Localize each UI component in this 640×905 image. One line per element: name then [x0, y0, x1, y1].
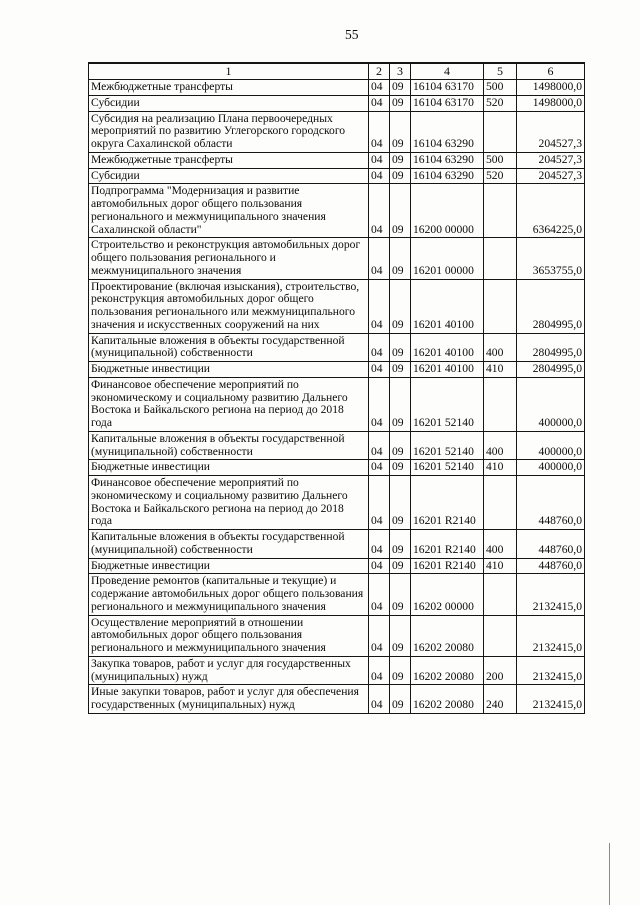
- expense-type-cell: 410: [484, 362, 517, 378]
- target-article-cell: 16201 00000: [411, 238, 484, 279]
- budget-table-body: [89, 80, 585, 714]
- row-name-cell: Закупка товаров, работ и услуг для государственных (муниципальных) нужд: [89, 656, 369, 685]
- amount-cell: 2132415,0: [517, 685, 585, 714]
- row-name-cell: Проектирование (включая изыскания), строительство, реконструкция автомобильных дорог общего пользования регионального или межмуниципального значения и искусственных сооружений на них: [89, 279, 369, 333]
- subsection-code-cell: 09: [390, 574, 411, 615]
- row-name-cell: Иные закупки товаров, работ и услуг для обеспечения государственных (муниципальных) нужд: [89, 685, 369, 714]
- row-name-cell: Строительство и реконструкция автомобильных дорог общего пользования регионального и межмуниципального значения: [89, 238, 369, 279]
- row-name-cell: Осуществление мероприятий в отношении автомобильных дорог общего пользования регионального и межмуниципального значения: [89, 615, 369, 656]
- row-name-cell: Подпрограмма "Модернизация и развитие автомобильных дорог общего пользования регионального и межмуниципального значения Сахалинской области": [89, 184, 369, 238]
- section-code-cell: 04: [369, 476, 390, 530]
- amount-cell: 2804995,0: [517, 333, 585, 362]
- table-row: [89, 377, 585, 431]
- expense-type-cell: [484, 574, 517, 615]
- amount-cell: 1498000,0: [517, 80, 585, 96]
- table-row: [89, 460, 585, 476]
- section-code-cell: 04: [369, 95, 390, 111]
- expense-type-cell: [484, 476, 517, 530]
- table-row: [89, 168, 585, 184]
- page-number: 55: [345, 27, 359, 42]
- header-col-6: 6: [517, 63, 585, 80]
- amount-cell: 2804995,0: [517, 279, 585, 333]
- row-name-cell: Проведение ремонтов (капитальные и текущие) и содержание автомобильных дорог общего пользования регионального и межмуниципального значения: [89, 574, 369, 615]
- header-col-5: 5: [484, 63, 517, 80]
- table-row: [89, 238, 585, 279]
- section-code-cell: 04: [369, 530, 390, 559]
- subsection-code-cell: 09: [390, 362, 411, 378]
- amount-cell: 448760,0: [517, 558, 585, 574]
- row-name-cell: Субсидии: [89, 168, 369, 184]
- scan-artifact-line: [609, 843, 610, 905]
- subsection-code-cell: 09: [390, 431, 411, 460]
- section-code-cell: 04: [369, 377, 390, 431]
- row-name-cell: Межбюджетные трансферты: [89, 152, 369, 168]
- section-code-cell: 04: [369, 574, 390, 615]
- row-name-cell: Субсидии: [89, 95, 369, 111]
- expense-type-cell: 410: [484, 558, 517, 574]
- target-article-cell: 16202 20080: [411, 685, 484, 714]
- expense-type-cell: 400: [484, 431, 517, 460]
- subsection-code-cell: 09: [390, 184, 411, 238]
- amount-cell: 400000,0: [517, 460, 585, 476]
- section-code-cell: 04: [369, 238, 390, 279]
- table-row: [89, 530, 585, 559]
- expense-type-cell: 520: [484, 168, 517, 184]
- table-row: [89, 184, 585, 238]
- target-article-cell: 16201 40100: [411, 333, 484, 362]
- section-code-cell: 04: [369, 168, 390, 184]
- subsection-code-cell: 09: [390, 168, 411, 184]
- section-code-cell: 04: [369, 184, 390, 238]
- amount-cell: 204527,3: [517, 152, 585, 168]
- section-code-cell: 04: [369, 460, 390, 476]
- section-code-cell: 04: [369, 333, 390, 362]
- target-article-cell: 16104 63290: [411, 168, 484, 184]
- amount-cell: 204527,3: [517, 111, 585, 152]
- target-article-cell: 16104 63170: [411, 95, 484, 111]
- amount-cell: 2132415,0: [517, 574, 585, 615]
- table-row: [89, 95, 585, 111]
- section-code-cell: 04: [369, 80, 390, 96]
- table-row: [89, 80, 585, 96]
- table-row: [89, 685, 585, 714]
- expense-type-cell: [484, 615, 517, 656]
- target-article-cell: 16201 40100: [411, 362, 484, 378]
- amount-cell: 448760,0: [517, 476, 585, 530]
- amount-cell: 6364225,0: [517, 184, 585, 238]
- section-code-cell: 04: [369, 152, 390, 168]
- target-article-cell: 16104 63290: [411, 152, 484, 168]
- section-code-cell: 04: [369, 362, 390, 378]
- expense-type-cell: [484, 377, 517, 431]
- amount-cell: 400000,0: [517, 377, 585, 431]
- row-name-cell: Бюджетные инвестиции: [89, 460, 369, 476]
- header-col-2: 2: [369, 63, 390, 80]
- row-name-cell: Бюджетные инвестиции: [89, 362, 369, 378]
- expense-type-cell: 520: [484, 95, 517, 111]
- section-code-cell: 04: [369, 656, 390, 685]
- subsection-code-cell: 09: [390, 656, 411, 685]
- target-article-cell: 16201 52140: [411, 431, 484, 460]
- expense-type-cell: [484, 279, 517, 333]
- amount-cell: 3653755,0: [517, 238, 585, 279]
- header-col-3: 3: [390, 63, 411, 80]
- target-article-cell: 16201 40100: [411, 279, 484, 333]
- expense-type-cell: 200: [484, 656, 517, 685]
- expense-type-cell: 400: [484, 333, 517, 362]
- table-row: [89, 476, 585, 530]
- target-article-cell: 16201 R2140: [411, 476, 484, 530]
- section-code-cell: 04: [369, 431, 390, 460]
- subsection-code-cell: 09: [390, 238, 411, 279]
- target-article-cell: 16202 20080: [411, 615, 484, 656]
- expense-type-cell: [484, 238, 517, 279]
- row-name-cell: Капитальные вложения в объекты государственной (муниципальной) собственности: [89, 431, 369, 460]
- table-row: [89, 431, 585, 460]
- amount-cell: 204527,3: [517, 168, 585, 184]
- table-row: [89, 152, 585, 168]
- amount-cell: 2132415,0: [517, 656, 585, 685]
- subsection-code-cell: 09: [390, 152, 411, 168]
- amount-cell: 2132415,0: [517, 615, 585, 656]
- amount-cell: 2804995,0: [517, 362, 585, 378]
- subsection-code-cell: 09: [390, 377, 411, 431]
- target-article-cell: 16202 20080: [411, 656, 484, 685]
- amount-cell: 448760,0: [517, 530, 585, 559]
- target-article-cell: 16201 52140: [411, 460, 484, 476]
- table-row: [89, 656, 585, 685]
- table-row: [89, 362, 585, 378]
- subsection-code-cell: 09: [390, 111, 411, 152]
- row-name-cell: Бюджетные инвестиции: [89, 558, 369, 574]
- header-col-4: 4: [411, 63, 484, 80]
- expense-type-cell: 500: [484, 152, 517, 168]
- target-article-cell: 16201 R2140: [411, 558, 484, 574]
- subsection-code-cell: 09: [390, 279, 411, 333]
- row-name-cell: Финансовое обеспечение мероприятий по экономическому и социальному развитию Дальнего Востока и Байкальского региона на период до 2018 года: [89, 377, 369, 431]
- row-name-cell: Межбюджетные трансферты: [89, 80, 369, 96]
- target-article-cell: 16201 52140: [411, 377, 484, 431]
- subsection-code-cell: 09: [390, 80, 411, 96]
- table-row: [89, 574, 585, 615]
- target-article-cell: 16201 R2140: [411, 530, 484, 559]
- row-name-cell: Капитальные вложения в объекты государственной (муниципальной) собственности: [89, 530, 369, 559]
- subsection-code-cell: 09: [390, 333, 411, 362]
- subsection-code-cell: 09: [390, 685, 411, 714]
- expense-type-cell: 400: [484, 530, 517, 559]
- table-header-row: [89, 63, 585, 80]
- subsection-code-cell: 09: [390, 476, 411, 530]
- target-article-cell: 16104 63170: [411, 80, 484, 96]
- row-name-cell: Капитальные вложения в объекты государственной (муниципальной) собственности: [89, 333, 369, 362]
- budget-table: [88, 62, 585, 714]
- expense-type-cell: 500: [484, 80, 517, 96]
- subsection-code-cell: 09: [390, 460, 411, 476]
- section-code-cell: 04: [369, 279, 390, 333]
- table-row: [89, 333, 585, 362]
- table-row: [89, 111, 585, 152]
- subsection-code-cell: 09: [390, 558, 411, 574]
- subsection-code-cell: 09: [390, 95, 411, 111]
- amount-cell: 1498000,0: [517, 95, 585, 111]
- row-name-cell: Финансовое обеспечение мероприятий по экономическому и социальному развитию Дальнего Востока и Байкальского региона на период до 2018 года: [89, 476, 369, 530]
- target-article-cell: 16104 63290: [411, 111, 484, 152]
- section-code-cell: 04: [369, 685, 390, 714]
- target-article-cell: 16200 00000: [411, 184, 484, 238]
- table-row: [89, 279, 585, 333]
- subsection-code-cell: 09: [390, 530, 411, 559]
- expense-type-cell: [484, 184, 517, 238]
- section-code-cell: 04: [369, 615, 390, 656]
- header-col-1: 1: [89, 63, 369, 80]
- table-row: [89, 615, 585, 656]
- expense-type-cell: 410: [484, 460, 517, 476]
- section-code-cell: 04: [369, 111, 390, 152]
- target-article-cell: 16202 00000: [411, 574, 484, 615]
- amount-cell: 400000,0: [517, 431, 585, 460]
- row-name-cell: Субсидия на реализацию Плана первоочередных мероприятий по развитию Углегорского городского округа Сахалинской области: [89, 111, 369, 152]
- expense-type-cell: 240: [484, 685, 517, 714]
- expense-type-cell: [484, 111, 517, 152]
- subsection-code-cell: 09: [390, 615, 411, 656]
- section-code-cell: 04: [369, 558, 390, 574]
- table-row: [89, 558, 585, 574]
